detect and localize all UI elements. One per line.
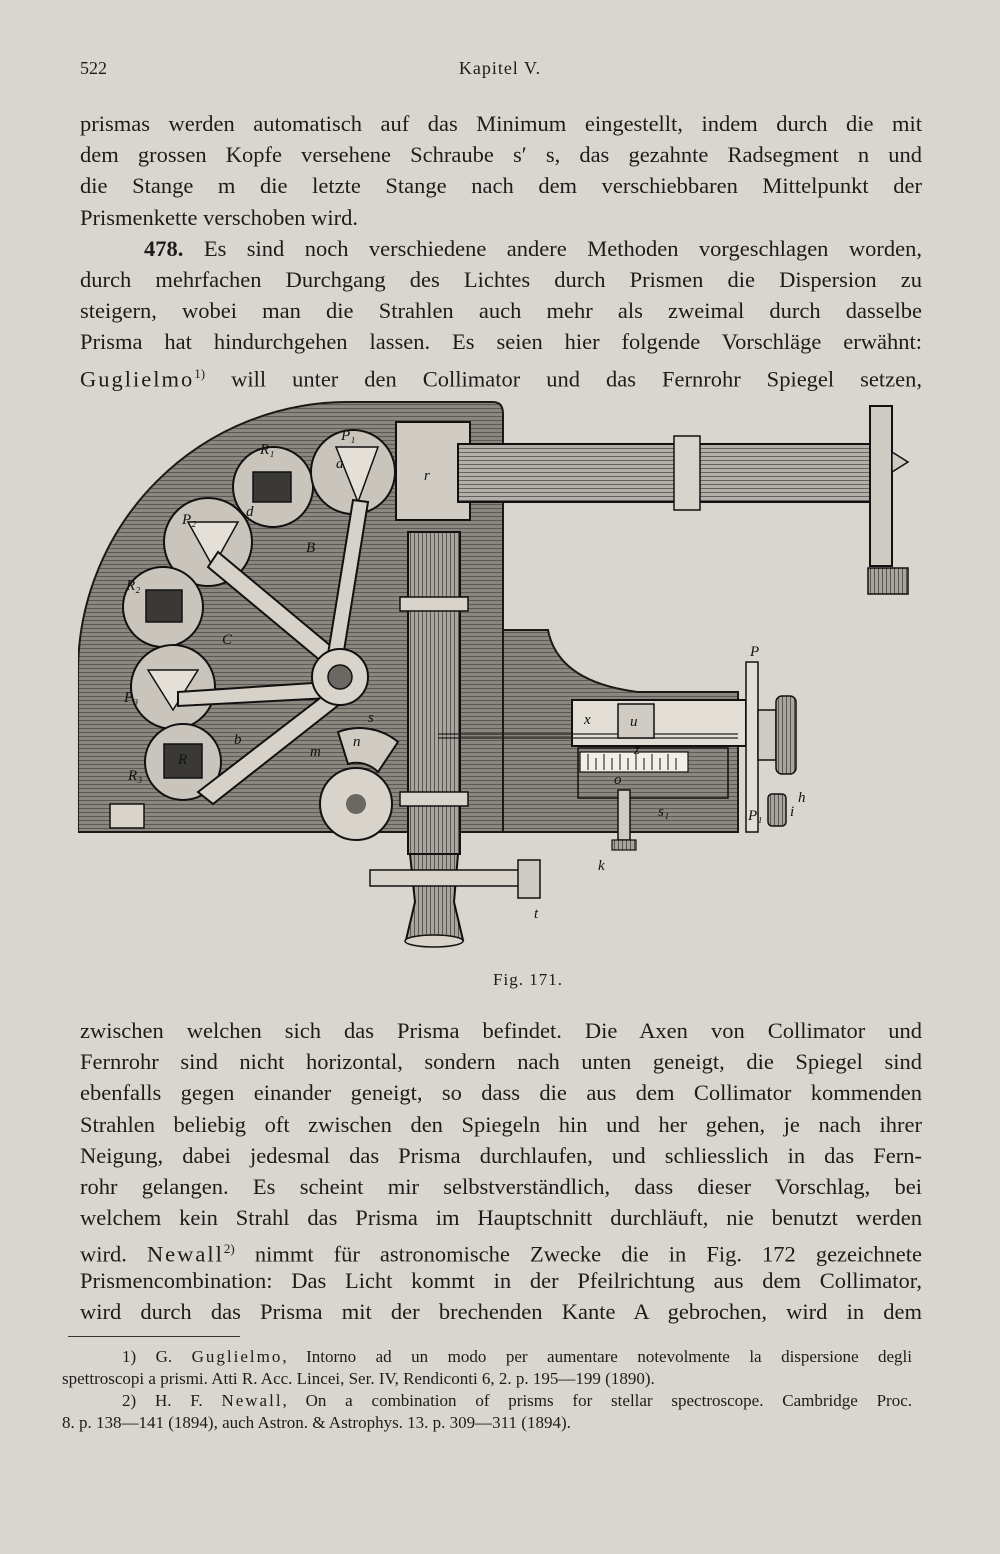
text-line: [80, 233, 922, 264]
footnote-ref: 1): [194, 365, 206, 381]
text-line-rest: will unter den Collimator und das Fernrohr Spiegel setzen,: [205, 366, 922, 391]
text-line: Fernrohr sind nicht horizontal, sondern nach unten geneigt, die Spiegel sind: [80, 1049, 922, 1075]
svg-text:P₂: P₂: [182, 512, 197, 528]
text-line: die Stange m die letzte Stange nach dem verschiebbaren Mittelpunkt der: [80, 173, 922, 199]
svg-text:P₁: P₁: [748, 808, 763, 824]
footnote-2: [62, 1390, 912, 1412]
text-line: [80, 1233, 922, 1267]
figure-spectroscope: [78, 392, 922, 992]
svg-text:d: d: [246, 504, 254, 520]
svg-text:P₁: P₁: [341, 428, 356, 444]
svg-text:B: B: [306, 540, 316, 556]
text-line: dem grossen Kopfe versehene Schraube s′ s, das gezahnte Radsegment n und: [80, 142, 922, 168]
svg-text:R₂: R₂: [126, 578, 141, 594]
svg-text:o: o: [614, 772, 622, 788]
text-line: welchem kein Strahl das Prisma im Hauptschnitt durchläuft, nie benutzt werden: [80, 1205, 922, 1231]
text-line: Strahlen beliebig oft zwischen den Spiegeln hin und her gehen, je nach ihrer: [80, 1111, 922, 1137]
chapter-title: Kapitel V.: [458, 58, 542, 78]
text-line: Prismencombination: Das Licht kommt in der Pfeilrichtung aus dem Collimator,: [80, 1267, 922, 1293]
svg-text:a: a: [336, 456, 344, 472]
footnote-1: [62, 1346, 912, 1368]
page-number: 522: [80, 58, 107, 78]
svg-text:r: r: [424, 468, 430, 484]
text-line: rohr gelangen. Es scheint mir selbstverständlich, dass dieser Vorschlag, bei: [80, 1173, 922, 1199]
footnote-marker: 1) G.: [122, 1347, 173, 1366]
footnote-text: , On a combination of prisms for stellar spectroscope. Cambridge Proc.: [282, 1391, 912, 1410]
author-name: Newall: [146, 1241, 224, 1267]
author-name: Guglielmo: [80, 366, 195, 391]
svg-text:b: b: [234, 732, 242, 748]
section-number: 478.: [144, 235, 184, 261]
svg-text:i: i: [790, 804, 795, 820]
svg-text:C: C: [222, 632, 233, 648]
paragraph-continuation: [80, 108, 922, 233]
footnotes: [62, 1346, 912, 1434]
text-line: wird durch das Prisma mit der brechenden Kante A gebrochen, wird in dem: [80, 1298, 922, 1324]
svg-text:z: z: [634, 742, 640, 758]
text-line: zwischen welchen sich das Prisma befindet. Die Axen von Collimator und: [80, 1018, 922, 1043]
svg-text:R₃: R₃: [128, 768, 143, 784]
svg-text:u: u: [630, 714, 638, 730]
paragraph-478: [80, 233, 922, 389]
svg-text:P₃: P₃: [124, 690, 139, 706]
svg-text:P: P: [750, 644, 760, 660]
svg-text:s: s: [368, 710, 374, 726]
footnote-rule: [68, 1336, 240, 1337]
figure-caption: Fig. 171.: [493, 970, 563, 989]
svg-text:n: n: [353, 734, 361, 750]
svg-text:R₁: R₁: [260, 442, 275, 458]
text-line: durch mehrfachen Durchgang des Lichtes durch Prismen die Dispersion zu: [80, 266, 922, 292]
text-line: [80, 358, 922, 389]
text-line: Prisma hat hindurchgehen lassen. Es seien hier folgende Vorschläge erwähnt:: [80, 329, 922, 355]
text-line: ebenfalls gegen einander geneigt, so dass die aus dem Collimator kommenden: [80, 1080, 922, 1106]
footnote-ref: 2): [223, 1241, 235, 1257]
footnote-text: , Intorno ad un modo per aumentare notevolmente la dispersione degli: [282, 1347, 912, 1366]
text-line: Prismenkette verschoben wird.: [80, 204, 359, 230]
footnote-author: Newall: [221, 1391, 283, 1410]
running-head: [80, 58, 920, 84]
bottom-text-block: [80, 1015, 922, 1327]
footnote-1-line-2: spettroscopi a prismi. Atti R. Acc. Lincei, Ser. IV, Rendiconti 6, 2. p. 195—199 (1890).: [62, 1369, 655, 1388]
svg-text:t: t: [534, 906, 539, 922]
text-line: Neigung, dabei jedesmal das Prisma durchlaufen, und schliesslich in das Fern-: [80, 1142, 922, 1168]
footnote-marker: 2) H. F.: [122, 1391, 203, 1410]
svg-text:k: k: [598, 858, 605, 874]
spectroscope-engraving: [78, 392, 922, 964]
svg-text:s₁: s₁: [658, 804, 670, 820]
text-line-rest: Es sind noch verschiedene andere Methoden vorgeschlagen worden,: [203, 235, 922, 261]
paragraph-continuation-2: [80, 1015, 922, 1327]
top-text-block: [80, 108, 922, 389]
text-line: steigern, wobei man die Strahlen auch mehr als zweimal durch dasselbe: [80, 298, 922, 324]
text-line-rest: nimmt für astronomische Zwecke die in Fig. 172 gezeichnete: [234, 1241, 922, 1267]
svg-text:m: m: [310, 744, 321, 760]
footnote-2-line-2: 8. p. 138—141 (1894), auch Astron. & Astrophys. 13. p. 309—311 (1894).: [62, 1413, 571, 1432]
footnote-author: Guglielmo: [191, 1347, 283, 1366]
text-line-start: wird.: [80, 1241, 147, 1267]
svg-text:h: h: [798, 790, 806, 806]
text-line: prismas werden automatisch auf das Minimum eingestellt, indem durch die mit: [80, 111, 922, 136]
svg-text:x: x: [584, 712, 591, 728]
svg-text:R: R: [178, 752, 188, 768]
